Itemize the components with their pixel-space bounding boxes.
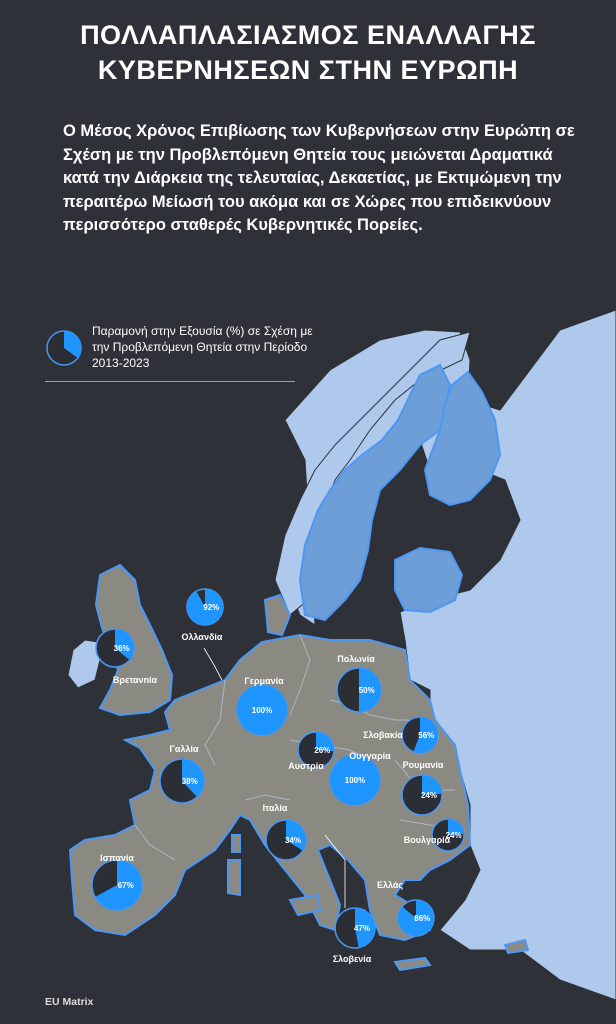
country-value-label: 50% (358, 686, 375, 695)
leader-line (204, 648, 222, 680)
country-value-label: 100% (344, 776, 366, 785)
country-name-label: Ελλάς (376, 880, 404, 890)
legend-pie-icon (47, 331, 81, 365)
country-name-label: Σλοβακία (363, 730, 403, 740)
country-value-label: 24% (445, 831, 462, 840)
country-value-label: 47% (353, 924, 371, 933)
country-value-label: 67% (117, 881, 134, 890)
country-value-label: 86% (414, 914, 431, 923)
country-value-label: 38% (181, 777, 198, 786)
source-credit: EU Matrix (45, 996, 94, 1008)
country-value-label: 92% (203, 603, 220, 612)
country-value-label: 34% (284, 836, 302, 845)
country-name-label: Ολλανδία (181, 632, 223, 642)
country-value-label: 26% (314, 746, 331, 755)
country-name-label: Αυστρία (288, 761, 324, 771)
country-value-label: 24% (420, 791, 438, 800)
country-name-label: Ισπανία (100, 853, 134, 863)
country-name-label: Γαλλία (169, 744, 199, 754)
country-name-label: Ρουμανία (402, 760, 444, 770)
legend-text: Παραμονή στην Εξουσία (%) σε Σχέση με την Προβλεπόμενη Θητεία στην Περίοδο 2013-2023 (92, 324, 313, 370)
legend-divider (45, 381, 295, 382)
page-title: ΠΟΛΛΑΠΛΑΣΙΑΣΜΟΣ ΕΝΑΛΛΑΓΗΣ ΚΥΒΕΡΝΗΣΕΩΝ ΣΤΗΝ ΕΥΡΩΠΗ (80, 20, 536, 85)
country-name-label: Πολωνία (337, 654, 375, 664)
country-name-label: Βρετανnία (112, 675, 158, 685)
country-name-label: Βουλγαρία (403, 835, 451, 845)
country-name-label: Σλοβενία (332, 954, 372, 964)
country-name-label: Ιταλία (262, 803, 288, 813)
country-value-label: 36% (113, 644, 130, 653)
page-subtitle: Ο Μέσος Χρόνος Επιβίωσης των Κυβερνήσεων στην Ευρώπη σε Σχέση με την Προβλεπόμενη Θητεία τους μειώνεται Δραματικά κατά την Διάρκεια της τελευταίας, Δεκαετίας, με Εκτιμώμενη την περαιτέρω Μείωσή του ακόμα και σε Χώρες που επιδεικνύουν περισσότερο σταθερές Κυβερνητικές Πορείες. (63, 122, 575, 234)
country-value-label: 56% (418, 731, 435, 740)
country-name-label: Γερμανία (244, 676, 284, 686)
country-value-label: 100% (251, 706, 273, 715)
country-name-label: Ουγγαρία (349, 751, 391, 761)
